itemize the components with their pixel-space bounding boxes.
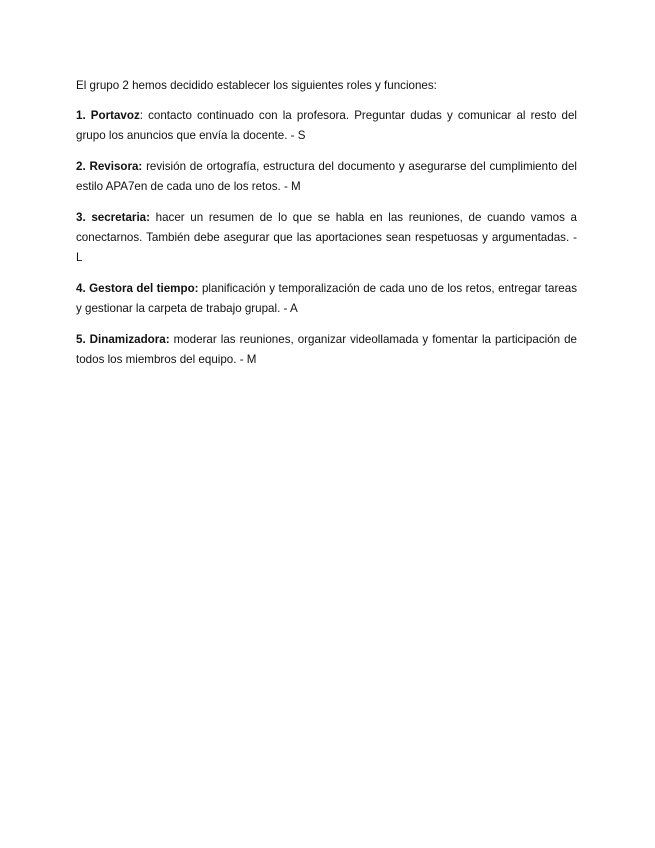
role-description: revisión de ortografía, estructura del documento y asegurarse del cumplimiento del estilo APA7en de cada uno de los retos. - M [76,160,577,193]
role-description: moderar las reuniones, organizar videollamada y fomentar la participación de todos los miembros del equipo. - M [76,333,577,366]
document-page [76,76,577,381]
role-title: 3. secretaria: [76,211,150,224]
role-title: 4. Gestora del tiempo: [76,282,199,295]
role-item-dinamizadora [76,330,577,370]
role-title: 2. Revisora: [76,160,143,173]
role-item-secretaria [76,208,577,268]
role-item-gestora-del-tiempo [76,279,577,319]
role-title: 5. Dinamizadora: [76,333,170,346]
role-item-revisora [76,157,577,197]
role-item-portavoz [76,106,577,146]
role-description: hacer un resumen de lo que se habla en las reuniones, de cuando vamos a conectarnos. También debe asegurar que las aportaciones sean respetuosas y argumentadas. - L [76,211,577,264]
role-description: : contacto continuado con la profesora. Preguntar dudas y comunicar al resto del grupo los anuncios que envía la docente. - S [76,109,577,142]
role-description: planificación y temporalización de cada uno de los retos, entregar tareas y gestionar la carpeta de trabajo grupal. - A [76,282,577,315]
role-title: 1. Portavoz [76,109,140,122]
intro-paragraph: El grupo 2 hemos decidido establecer los siguientes roles y funciones: [76,79,437,92]
